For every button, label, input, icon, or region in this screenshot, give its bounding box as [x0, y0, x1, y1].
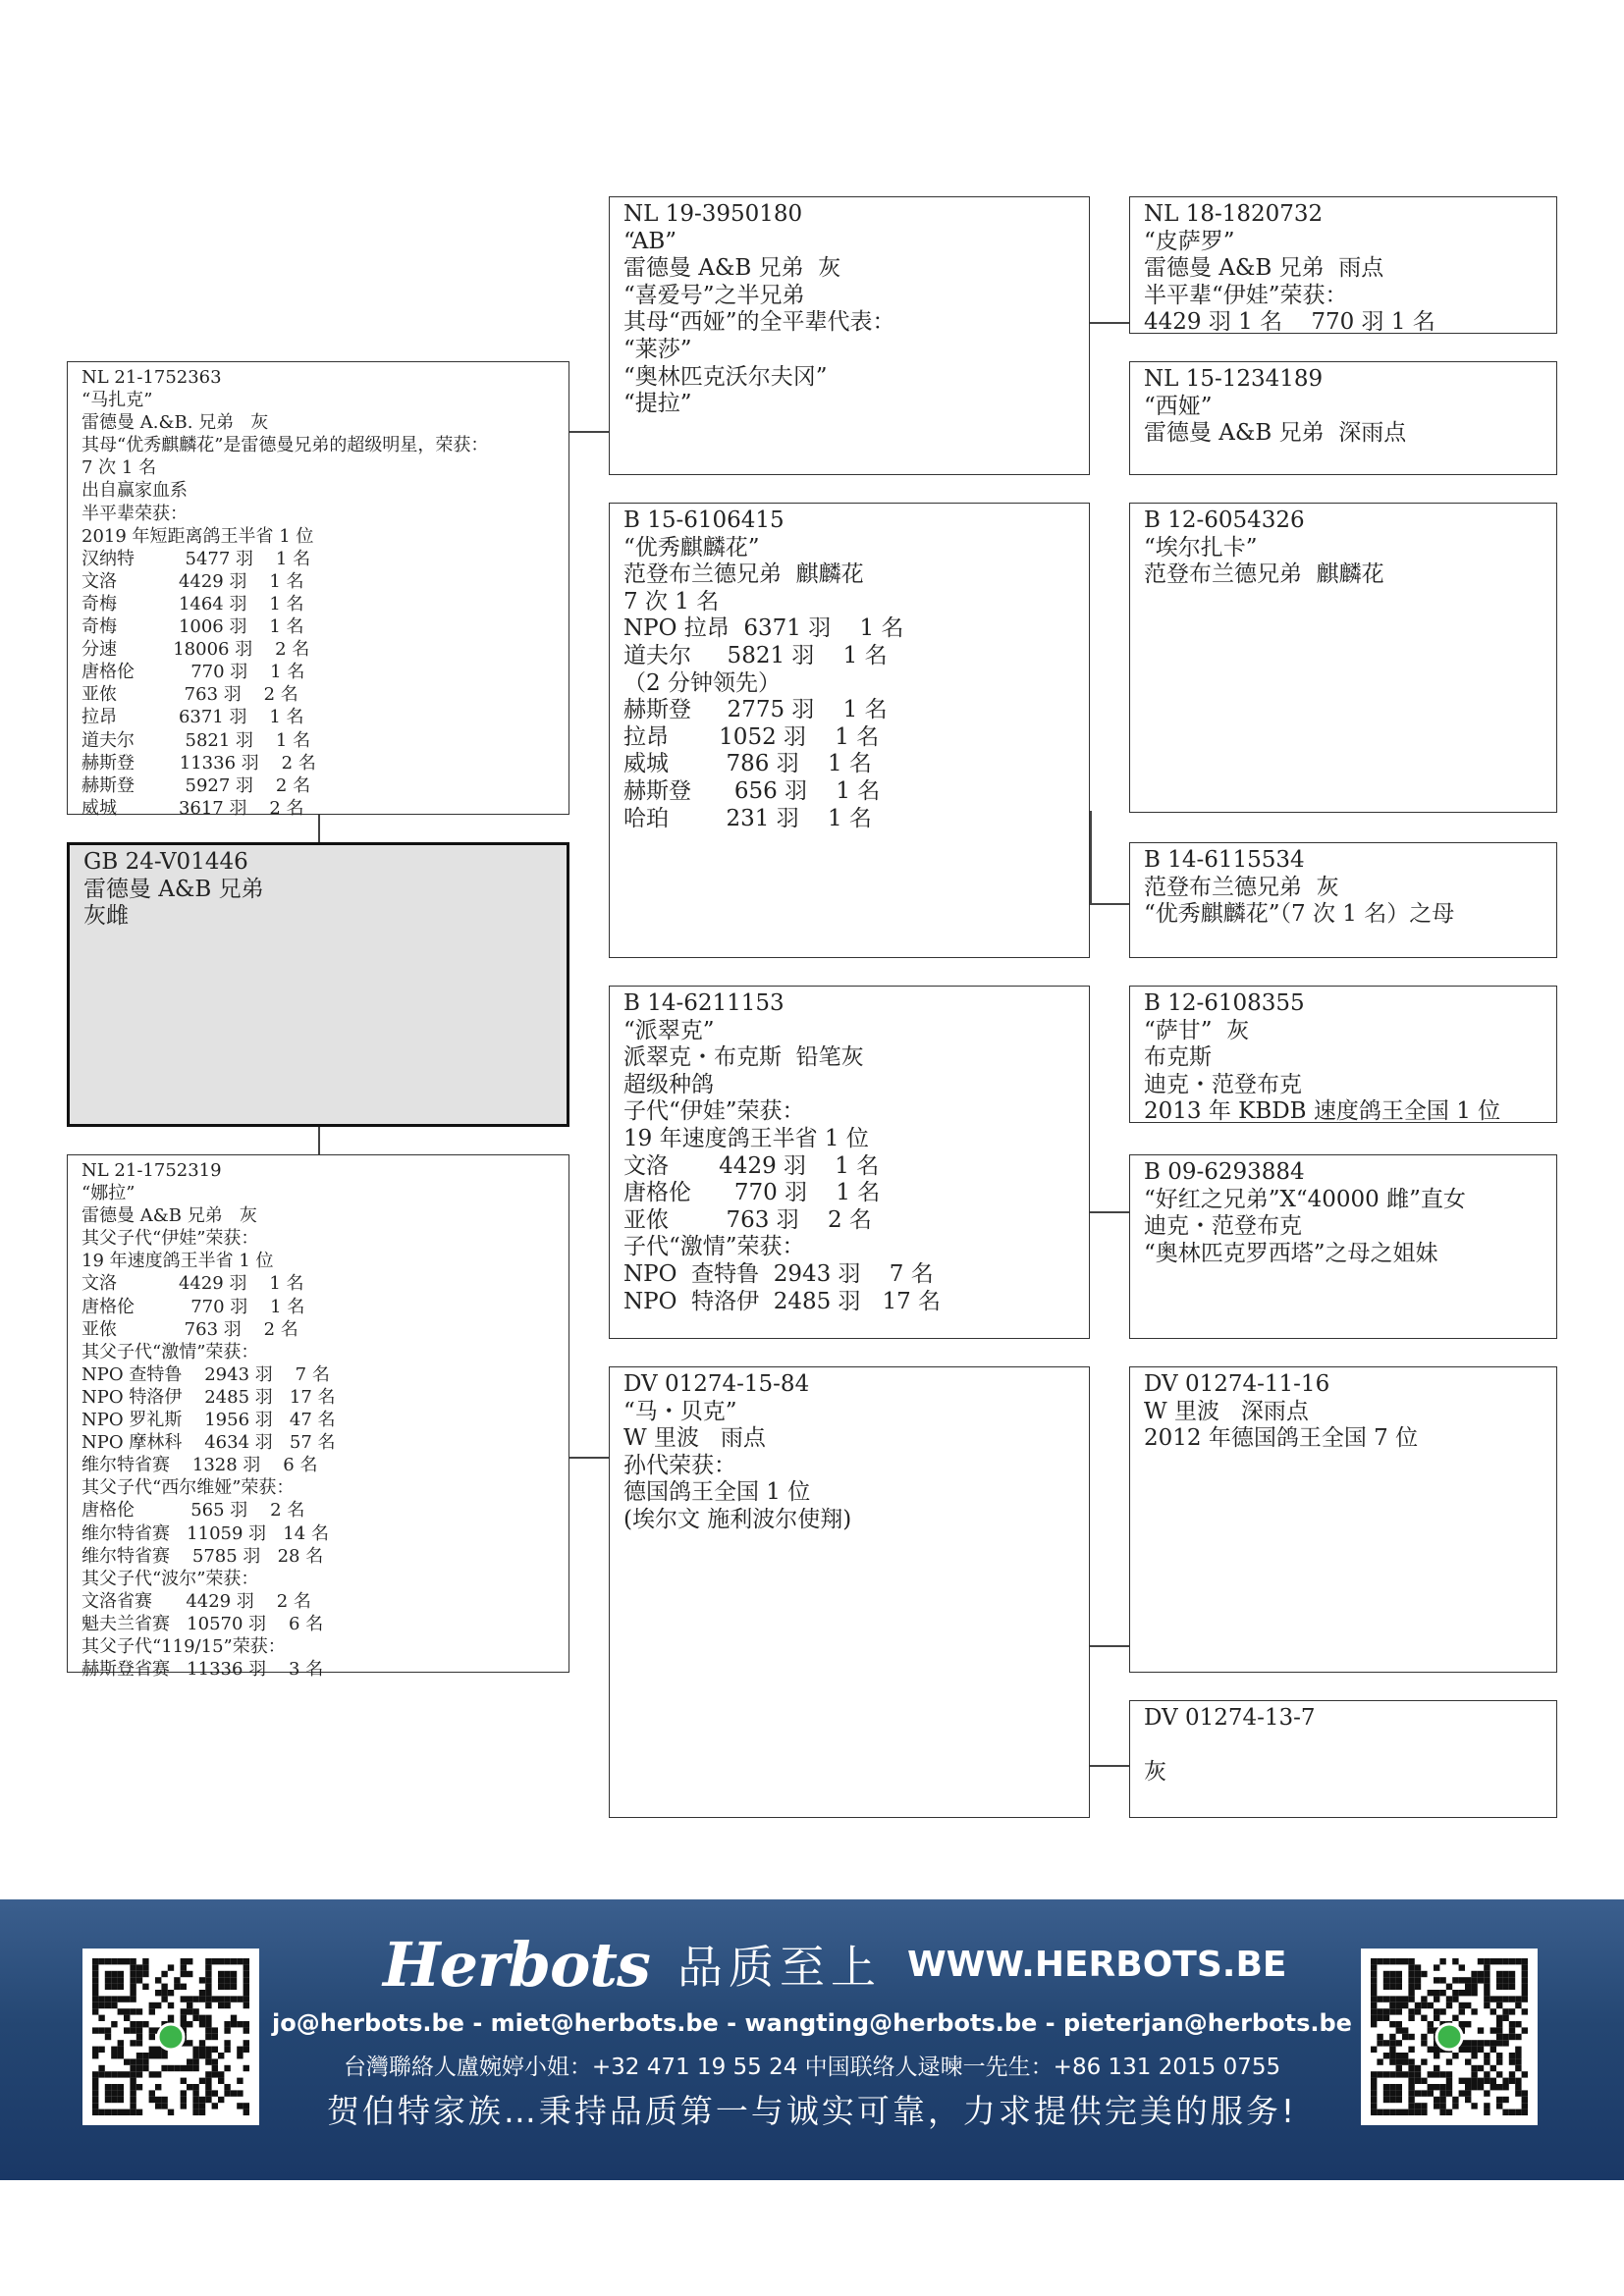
card-line: 德国鸽王全国 1 位: [623, 1479, 811, 1506]
card-line: W 里波 深雨点: [1144, 1398, 1309, 1424]
card-line: 唐格伦 565 羽 2 名: [81, 1500, 305, 1522]
wechat-qr-code[interactable]: [1361, 1949, 1538, 2125]
card-line: 拉昂 1052 羽 1 名: [623, 723, 880, 750]
sd-dam-card: [1129, 842, 1557, 958]
card-line: 维尔特省赛 11059 羽 14 名: [81, 1522, 329, 1544]
card-line: 其母“西娅”的全平辈代表：: [623, 309, 895, 336]
herbots-logo: Herbots: [383, 1928, 650, 2001]
card-line: 文洛 4429 羽 1 名: [623, 1152, 880, 1179]
dam-dam-card: [609, 1366, 1090, 1818]
card-line: NPO 罗礼斯 1956 羽 47 名: [81, 1410, 336, 1431]
card-line: “提拉”: [623, 391, 692, 417]
card-line: “娜拉”: [81, 1183, 135, 1204]
card-line: 布克斯: [1144, 1044, 1212, 1071]
motto: 贺伯特家族…秉持品质第一与诚实可靠，力求提供完美的服务!: [326, 2092, 1298, 2130]
card-line: 出自赢家血系: [81, 480, 188, 502]
card-line: 范登布兰德兄弟 灰: [1144, 874, 1339, 900]
card-line: 雷德曼 A.&B. 兄弟 灰: [81, 412, 269, 434]
ss-dam-lines: [1130, 362, 1556, 452]
card-line: 唐格伦 770 羽 1 名: [81, 1296, 305, 1317]
sire-sire-lines: [610, 197, 1089, 422]
card-line: 维尔特省赛 1328 羽 6 名: [81, 1455, 318, 1476]
card-line: B 14-6211153: [623, 990, 785, 1016]
card-line: 雷德曼 A&B 兄弟 灰: [81, 1205, 257, 1227]
dam-sire-card: [609, 986, 1090, 1339]
card-line: 赫斯登 2775 羽 1 名: [623, 697, 888, 723]
card-line: 亚侬 763 羽 2 名: [81, 684, 298, 706]
card-line: B 15-6106415: [623, 507, 785, 533]
card-line: “马扎克”: [81, 390, 153, 411]
card-line: “好红之兄弟”X“40000 雌”直女: [1144, 1186, 1466, 1212]
sire-sire-card: [609, 196, 1090, 475]
sd-sire-card: [1129, 503, 1557, 813]
connector-ds-gen3: [1090, 1211, 1129, 1213]
card-line: 文洛省赛 4429 羽 2 名: [81, 1590, 311, 1612]
card-line: NPO 特洛伊 2485 羽 17 名: [81, 1386, 336, 1408]
footer-banner: [0, 1899, 1624, 2180]
card-line: NL 18-1820732: [1144, 201, 1324, 227]
card-line: 迪克・范登布克: [1144, 1071, 1302, 1097]
card-line: 维尔特省赛 5785 羽 28 名: [81, 1545, 324, 1567]
sire-lines: [68, 362, 568, 824]
card-line: “埃尔扎卡”: [1144, 534, 1258, 561]
card-line: B 12-6054326: [1144, 507, 1305, 533]
card-line: NPO 拉昂 6371 羽 1 名: [623, 615, 904, 642]
dd-dam-lines: [1130, 1701, 1556, 1790]
sire-dam-lines: [610, 504, 1089, 836]
card-line: B 14-6115534: [1144, 847, 1305, 873]
connector-sd-gen3: [1090, 903, 1129, 905]
card-line: “奥林匹克罗西塔”之母之姐妹: [1144, 1240, 1438, 1266]
card-line: “优秀麒麟花”（7 次 1 名）之母: [1144, 901, 1455, 928]
card-line: 19 年速度鸽王半省 1 位: [623, 1125, 869, 1151]
sire-card: [67, 361, 569, 819]
ds-sire-card: [1129, 986, 1557, 1123]
card-line: DV 01274-15-84: [623, 1371, 810, 1397]
card-line: 7 次 1 名: [81, 457, 157, 479]
card-line: NL 21-1752363: [81, 367, 222, 388]
brand-line: [383, 1928, 1287, 2001]
card-line: 半平辈“伊娃”荣获：: [1144, 282, 1348, 308]
contact-info: 台灣聯絡人盧婉婷小姐：+32 471 19 55 24 中国联络人逯暕一先生：+86 131 2015 0755: [343, 2055, 1281, 2080]
email-list[interactable]: jo@herbots.be - miet@herbots.be - wangting@herbots.be - pieterjan@herbots.be: [272, 2009, 1352, 2037]
connector-dd-gen3b: [1090, 1765, 1129, 1767]
card-line: 灰: [1144, 1759, 1166, 1786]
subject-lines: [70, 845, 567, 934]
card-line: 雷德曼 A&B 兄弟 深雨点: [1144, 420, 1407, 447]
ds-dam-lines: [1130, 1155, 1556, 1271]
card-line: “西娅”: [1144, 393, 1213, 419]
subject-card: [67, 842, 569, 1127]
card-line: 魁夫兰省赛 10570 羽 6 名: [81, 1613, 324, 1634]
card-line: (埃尔文 施利波尔使翔): [623, 1506, 852, 1532]
card-line: 其父子代“西尔维娅”荣获：: [81, 1477, 295, 1499]
connector-subject-dam: [318, 1127, 320, 1156]
card-line: “喜爱号”之半兄弟: [623, 282, 805, 308]
card-line: 半平辈荣获：: [81, 503, 188, 524]
card-line: “萨甘” 灰: [1144, 1017, 1250, 1043]
connector-dd-gen3: [1090, 1645, 1129, 1647]
ds-sire-lines: [1130, 987, 1556, 1130]
card-line: 范登布兰德兄弟 麒麟花: [623, 561, 864, 588]
card-line: 雷德曼 A&B 兄弟 雨点: [1144, 255, 1384, 282]
connector-sd-gen3-v: [1090, 811, 1092, 905]
card-line: 威城 786 羽 1 名: [623, 751, 872, 777]
card-line: 4429 羽 1 名 770 羽 1 名: [1144, 309, 1435, 336]
card-line: 哈珀 231 羽 1 名: [623, 805, 872, 831]
card-line: （2 分钟领先）: [623, 669, 781, 696]
card-line: 道夫尔 5821 羽 1 名: [81, 729, 311, 751]
slogan: 品质至上: [677, 1941, 882, 1994]
card-line: “奥林匹克沃尔夫冈”: [623, 363, 828, 390]
dam-card: [67, 1154, 569, 1681]
card-line: NPO 查特鲁 2943 羽 7 名: [623, 1260, 934, 1287]
sd-dam-lines: [1130, 843, 1556, 933]
dam-lines: [68, 1155, 568, 1684]
card-line: 范登布兰德兄弟 麒麟花: [1144, 561, 1384, 588]
card-line: 2019 年短距离鸽王半省 1 位: [81, 525, 314, 547]
card-line: “皮萨罗”: [1144, 228, 1235, 254]
card-line: 迪克・范登布克: [1144, 1213, 1302, 1240]
card-line: 2012 年德国鸽王全国 7 位: [1144, 1425, 1419, 1452]
dd-sire-lines: [1130, 1367, 1556, 1457]
card-line: 亚侬 763 羽 2 名: [81, 1318, 298, 1340]
ds-dam-card: [1129, 1154, 1557, 1339]
sire-dam-card: [609, 503, 1090, 958]
card-line: 其父子代“波尔”荣获：: [81, 1568, 259, 1589]
card-line: 亚侬 763 羽 2 名: [623, 1206, 872, 1233]
card-line: NPO 查特鲁 2943 羽 7 名: [81, 1363, 330, 1385]
dd-dam-card: [1129, 1700, 1557, 1818]
card-line: 灰雌: [83, 903, 129, 930]
card-line: 2013 年 KBDB 速度鸽王全国 1 位: [1144, 1098, 1501, 1125]
card-line: 唐格伦 770 羽 1 名: [81, 662, 305, 683]
card-line: 赫斯登 656 羽 1 名: [623, 777, 881, 804]
card-line: 道夫尔 5821 羽 1 名: [623, 642, 888, 668]
card-line: NPO 特洛伊 2485 羽 17 名: [623, 1288, 942, 1314]
card-line: NL 15-1234189: [1144, 366, 1324, 392]
qr-code-icon: [1361, 1949, 1538, 2125]
card-line: GB 24-V01446: [83, 849, 248, 875]
card-line: 赫斯登 5927 羽 2 名: [81, 774, 311, 796]
card-line: 其母“优秀麒麟花”是雷德曼兄弟的超级明星，荣获：: [81, 435, 489, 456]
card-line: 赫斯登 11336 羽 2 名: [81, 752, 316, 774]
card-line: 雷德曼 A&B 兄弟 灰: [623, 255, 841, 282]
card-line: 汉纳特 5477 羽 1 名: [81, 548, 311, 569]
card-line: 分速 18006 羽 2 名: [81, 639, 310, 661]
card-line: 文洛 4429 羽 1 名: [81, 570, 304, 592]
card-line: 文洛 4429 羽 1 名: [81, 1273, 304, 1295]
card-line: 赫斯登省赛 11336 羽 3 名: [81, 1659, 324, 1681]
dam-sire-lines: [610, 987, 1089, 1319]
card-line: 子代“激情”荣获：: [623, 1234, 805, 1260]
card-line: “优秀麒麟花”: [623, 534, 760, 561]
card-line: [1144, 1733, 1543, 1760]
card-line: B 09-6293884: [1144, 1159, 1305, 1185]
card-line: 其父子代“激情”荣获：: [81, 1341, 259, 1362]
card-line: “马・贝克”: [623, 1398, 737, 1424]
ss-dam-card: [1129, 361, 1557, 475]
card-line: W 里波 雨点: [623, 1425, 766, 1452]
website-link[interactable]: WWW.HERBOTS.BE: [906, 1944, 1287, 1985]
card-line: 唐格伦 770 羽 1 名: [623, 1180, 881, 1206]
card-line: 孙代荣获：: [623, 1452, 736, 1478]
card-line: NL 21-1752319: [81, 1160, 222, 1181]
card-line: “莱莎”: [623, 336, 692, 362]
card-line: 其父子代“119/15”荣获：: [81, 1635, 286, 1657]
card-line: 雷德曼 A&B 兄弟: [83, 876, 264, 902]
sd-sire-lines: [1130, 504, 1556, 593]
card-line: 19 年速度鸽王半省 1 位: [81, 1251, 274, 1272]
card-line: 奇梅 1006 羽 1 名: [81, 616, 304, 638]
connector-dam-gen2: [569, 1457, 609, 1459]
card-line: NPO 摩林科 4634 羽 57 名: [81, 1432, 336, 1454]
dam-dam-lines: [610, 1367, 1089, 1538]
ss-sire-lines: [1130, 197, 1556, 341]
card-line: 派翠克・布克斯 铅笔灰: [623, 1044, 864, 1071]
card-line: B 12-6108355: [1144, 990, 1305, 1016]
card-line: “派翠克”: [623, 1017, 715, 1043]
card-line: 奇梅 1464 羽 1 名: [81, 593, 304, 614]
card-line: 其父子代“伊娃”荣获：: [81, 1228, 259, 1250]
card-line: NL 19-3950180: [623, 201, 803, 227]
connector-sire-gen2: [569, 431, 609, 433]
card-line: DV 01274-11-16: [1144, 1371, 1330, 1397]
card-line: 7 次 1 名: [623, 588, 720, 614]
card-line: 威城 3617 羽 2 名: [81, 797, 304, 819]
card-line: 子代“伊娃”荣获：: [623, 1098, 805, 1125]
card-line: 超级种鸽: [623, 1071, 714, 1097]
card-line: 拉昂 6371 羽 1 名: [81, 707, 304, 728]
card-line: “AB”: [623, 228, 677, 254]
card-line: DV 01274-13-7: [1144, 1705, 1316, 1731]
connector-ss-gen3: [1090, 322, 1129, 324]
dd-sire-card: [1129, 1366, 1557, 1673]
ss-sire-card: [1129, 196, 1557, 334]
